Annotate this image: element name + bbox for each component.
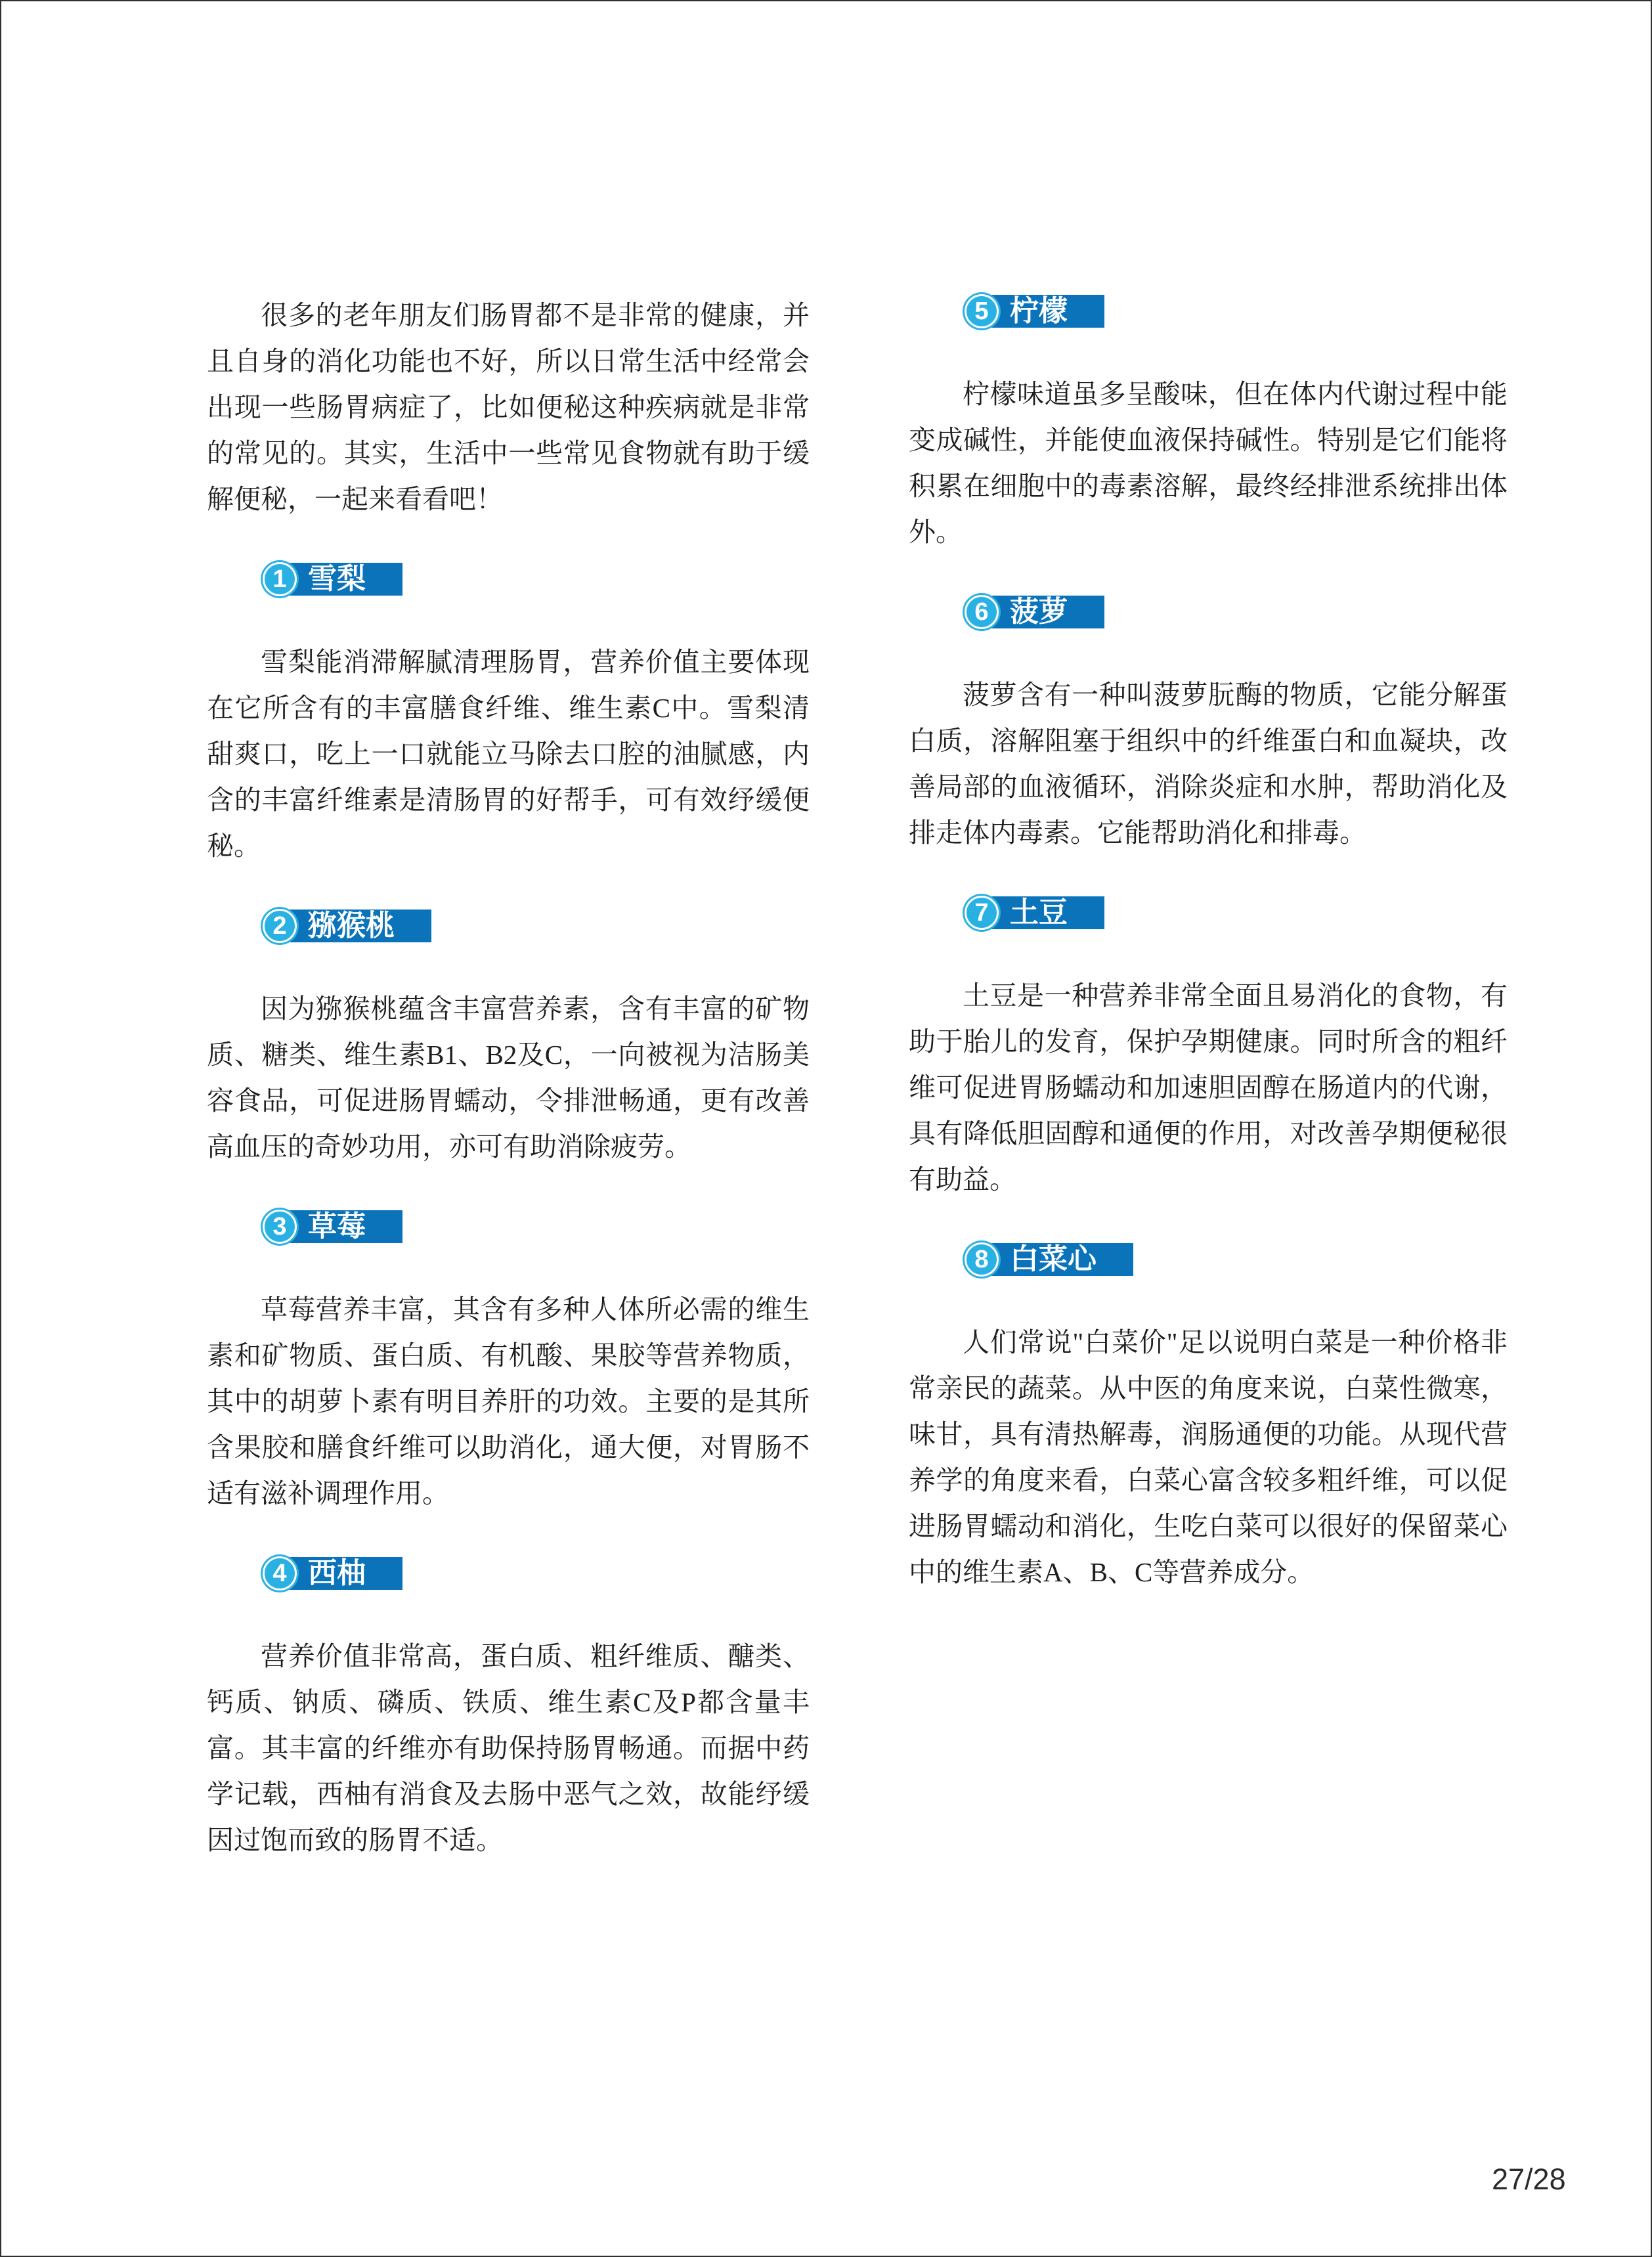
section-body: 因为猕猴桃蕴含丰富营养素，含有丰富的矿物质、糖类、维生素B1、B2及C，一向被视为洁肠美容食品，可促进肠胃蠕动，令排泄畅通，更有改善高血压的奇妙功用，亦可有助消除疲劳。 [207, 994, 810, 1162]
section-number: 4 [272, 1559, 287, 1587]
section-body: 营养价值非常高，蛋白质、粗纤维质、醣类、钙质、钠质、磷质、铁质、维生素C及P都含量丰富。其丰富的纤维亦有助保持肠胃畅通。而据中药学记载，西柚有消食及去肠中恶气之效，故能纾缓因过饱而致的肠胃不适。 [207, 1641, 810, 1855]
section-title-badge: 柠檬 [990, 295, 1104, 328]
section-title-badge: 土豆 [990, 896, 1104, 929]
section-7-potato-header [963, 894, 1508, 932]
section-number-badge [963, 593, 1001, 631]
section-4-grapefruit-header [261, 1554, 810, 1592]
section-number-badge [261, 1554, 299, 1592]
section-title-badge: 西柚 [288, 1557, 402, 1590]
section-body: 人们常说"白菜价"足以说明白菜是一种价格非常亲民的蔬菜。从中医的角度来说，白菜性微寒，味甘，具有清热解毒，润肠通便的功能。从现代营养学的角度来看，白菜心富含较多粗纤维，可以促进肠胃蠕动和消化，生吃白菜可以很好的保留菜心中的维生素A、B、C等营养成分。 [909, 1327, 1508, 1587]
section-body: 菠萝含有一种叫菠萝朊酶的物质，它能分解蛋白质，溶解阻塞于组织中的纤维蛋白和血凝块，改善局部的血液循环，消除炎症和水肿，帮助消化及排走体内毒素。它能帮助消化和排毒。 [909, 680, 1508, 848]
section-number: 3 [272, 1212, 287, 1240]
section-6-pineapple-header [963, 593, 1508, 631]
section-number-badge [261, 907, 299, 945]
section-number: 5 [974, 297, 989, 325]
section-1-snow-pear-header [261, 560, 810, 598]
section-number-badge [963, 894, 1001, 932]
section-title-badge: 菠萝 [990, 596, 1104, 628]
section-3-strawberry-header [261, 1208, 810, 1246]
section-body: 草莓营养丰富，其含有多种人体所必需的维生素和矿物质、蛋白质、有机酸、果胶等营养物质，其中的胡萝卜素有明目养肝的功效。主要的是其所含果胶和膳食纤维可以助消化，通大便，对胃肠不适有滋补调理作用。 [207, 1294, 810, 1508]
section-number: 7 [974, 898, 989, 927]
section-number: 1 [272, 565, 287, 593]
section-number-badge [963, 1240, 1001, 1279]
section-title-badge: 草莓 [288, 1210, 402, 1243]
section-title-badge: 白菜心 [990, 1243, 1133, 1276]
section-number-badge [261, 560, 299, 598]
section-number-badge [261, 1208, 299, 1246]
left-column [207, 292, 810, 1863]
section-8-cabbage-heart-header [963, 1240, 1508, 1279]
section-number: 6 [974, 598, 989, 626]
page-number: 27/28 [1492, 2162, 1566, 2196]
intro-paragraph: 很多的老年朋友们肠胃都不是非常的健康，并且自身的消化功能也不好，所以日常生活中经常会出现一些肠胃病症了，比如便秘这种疾病就是非常的常见的。其实，生活中一些常见食物就有助于缓解便秘，一起来看看吧！ [207, 300, 810, 514]
section-title-badge: 猕猴桃 [288, 909, 431, 942]
section-body: 雪梨能消滞解腻清理肠胃，营养价值主要体现在它所含有的丰富膳食纤维、维生素C中。雪梨清甜爽口，吃上一口就能立马除去口腔的油腻感，内含的丰富纤维素是清肠胃的好帮手，可有效纾缓便秘。 [207, 647, 810, 861]
section-title-badge: 雪梨 [288, 563, 402, 596]
right-column [909, 292, 1508, 1595]
section-body: 土豆是一种营养非常全面且易消化的食物，有助于胎儿的发育，保护孕期健康。同时所含的粗纤维可促进胃肠蠕动和加速胆固醇在肠道内的代谢，具有降低胆固醇和通便的作用，对改善孕期便秘很有助益。 [909, 980, 1508, 1194]
section-5-lemon-header [963, 292, 1508, 330]
section-number-badge [963, 292, 1001, 330]
section-body: 柠檬味道虽多呈酸味，但在体内代谢过程中能变成碱性，并能使血液保持碱性。特别是它们能将积累在细胞中的毒素溶解，最终经排泄系统排出体外。 [909, 379, 1508, 547]
section-number: 8 [974, 1245, 989, 1273]
section-number: 2 [272, 911, 287, 940]
section-2-kiwi-header [261, 907, 810, 945]
